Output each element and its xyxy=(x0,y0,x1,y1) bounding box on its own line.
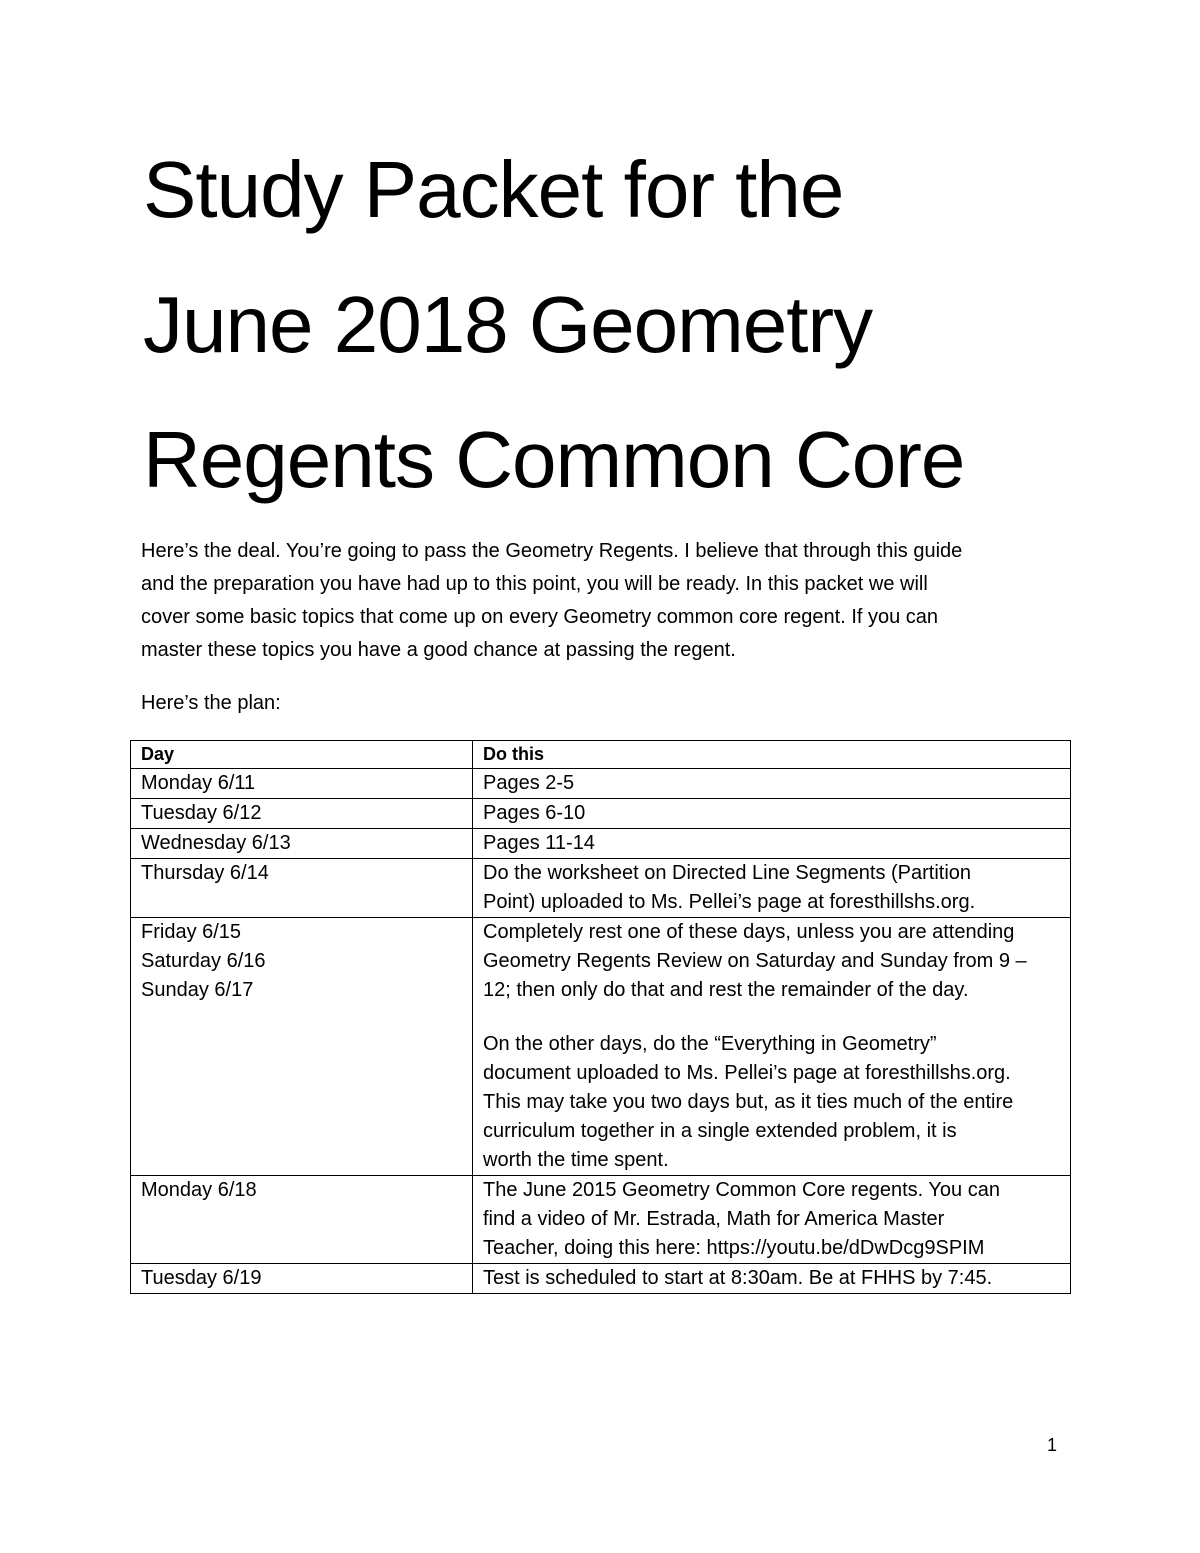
plan-label: Here’s the plan: xyxy=(141,692,281,714)
table-row xyxy=(131,1176,1071,1264)
task-text: The June 2015 Geometry Common Core regents. You can xyxy=(483,1179,1000,1201)
intro-line: master these topics you have a good chance at passing the regent. xyxy=(141,639,736,661)
task-cell xyxy=(473,769,1071,799)
day-text: Wednesday 6/13 xyxy=(141,832,291,854)
column-header-day: Day xyxy=(131,741,473,769)
intro-paragraph xyxy=(141,535,1071,667)
title-line: June 2018 Geometry xyxy=(143,280,873,369)
table-row xyxy=(131,859,1071,918)
intro-line: and the preparation you have had up to this point, you will be ready. In this packet we will xyxy=(141,573,928,595)
task-text: curriculum together in a single extended problem, it is xyxy=(483,1120,957,1142)
task-cell xyxy=(473,799,1071,829)
task-text: On the other days, do the “Everything in Geometry” xyxy=(483,1033,937,1055)
task-cell xyxy=(473,1176,1071,1264)
intro-line: Here’s the deal. You’re going to pass the Geometry Regents. I believe that through this guide xyxy=(141,540,963,562)
day-cell xyxy=(131,1264,473,1294)
day-cell xyxy=(131,769,473,799)
day-cell xyxy=(131,799,473,829)
day-text: Tuesday 6/19 xyxy=(141,1267,262,1289)
table-row xyxy=(131,769,1071,799)
table-row xyxy=(131,1264,1071,1294)
task-text: Teacher, doing this here: https://youtu.be/dDwDcg9SPIM xyxy=(483,1237,985,1259)
table-row xyxy=(131,918,1071,1176)
task-text: Pages 11-14 xyxy=(483,832,595,854)
day-text: Sunday 6/17 xyxy=(141,979,254,1001)
task-text: Point) uploaded to Ms. Pellei’s page at foresthillshs.org. xyxy=(483,891,976,913)
day-cell xyxy=(131,918,473,1176)
day-cell xyxy=(131,829,473,859)
title-line: Study Packet for the xyxy=(143,145,844,234)
task-text: Pages 2-5 xyxy=(483,772,575,794)
table-row xyxy=(131,829,1071,859)
task-text: This may take you two days but, as it ties much of the entire xyxy=(483,1091,1014,1113)
task-text: Geometry Regents Review on Saturday and Sunday from 9 – xyxy=(483,950,1027,972)
day-text: Thursday 6/14 xyxy=(141,862,269,884)
task-text: worth the time spent. xyxy=(483,1149,669,1171)
study-plan-table xyxy=(130,740,1071,1294)
table-header-row xyxy=(131,741,1071,769)
task-cell xyxy=(473,829,1071,859)
task-cell xyxy=(473,1264,1071,1294)
task-text: find a video of Mr. Estrada, Math for America Master xyxy=(483,1208,945,1230)
page-number: 1 xyxy=(1047,1435,1058,1455)
task-cell xyxy=(473,859,1071,918)
page-title xyxy=(143,122,1143,527)
task-text: Completely rest one of these days, unless you are attending xyxy=(483,921,1015,943)
task-cell xyxy=(473,918,1071,1176)
day-text: Tuesday 6/12 xyxy=(141,802,262,824)
day-cell xyxy=(131,1176,473,1264)
day-text: Saturday 6/16 xyxy=(141,950,266,972)
day-text: Monday 6/18 xyxy=(141,1179,257,1201)
task-text: document uploaded to Ms. Pellei’s page at foresthillshs.org. xyxy=(483,1062,1011,1084)
task-text: Test is scheduled to start at 8:30am. Be at FHHS by 7:45. xyxy=(483,1267,993,1289)
task-text: 12; then only do that and rest the remainder of the day. xyxy=(483,979,969,1001)
paragraph-gap xyxy=(483,1005,1062,1030)
task-text: Do the worksheet on Directed Line Segments (Partition xyxy=(483,862,972,884)
title-line: Regents Common Core xyxy=(143,415,965,504)
intro-line: cover some basic topics that come up on every Geometry common core regent. If you can xyxy=(141,606,939,628)
task-text: Pages 6-10 xyxy=(483,802,586,824)
day-cell xyxy=(131,859,473,918)
day-text: Friday 6/15 xyxy=(141,921,242,943)
table-row xyxy=(131,799,1071,829)
table-body xyxy=(131,769,1071,1294)
column-header-do-this: Do this xyxy=(473,741,1071,769)
day-text: Monday 6/11 xyxy=(141,772,256,794)
